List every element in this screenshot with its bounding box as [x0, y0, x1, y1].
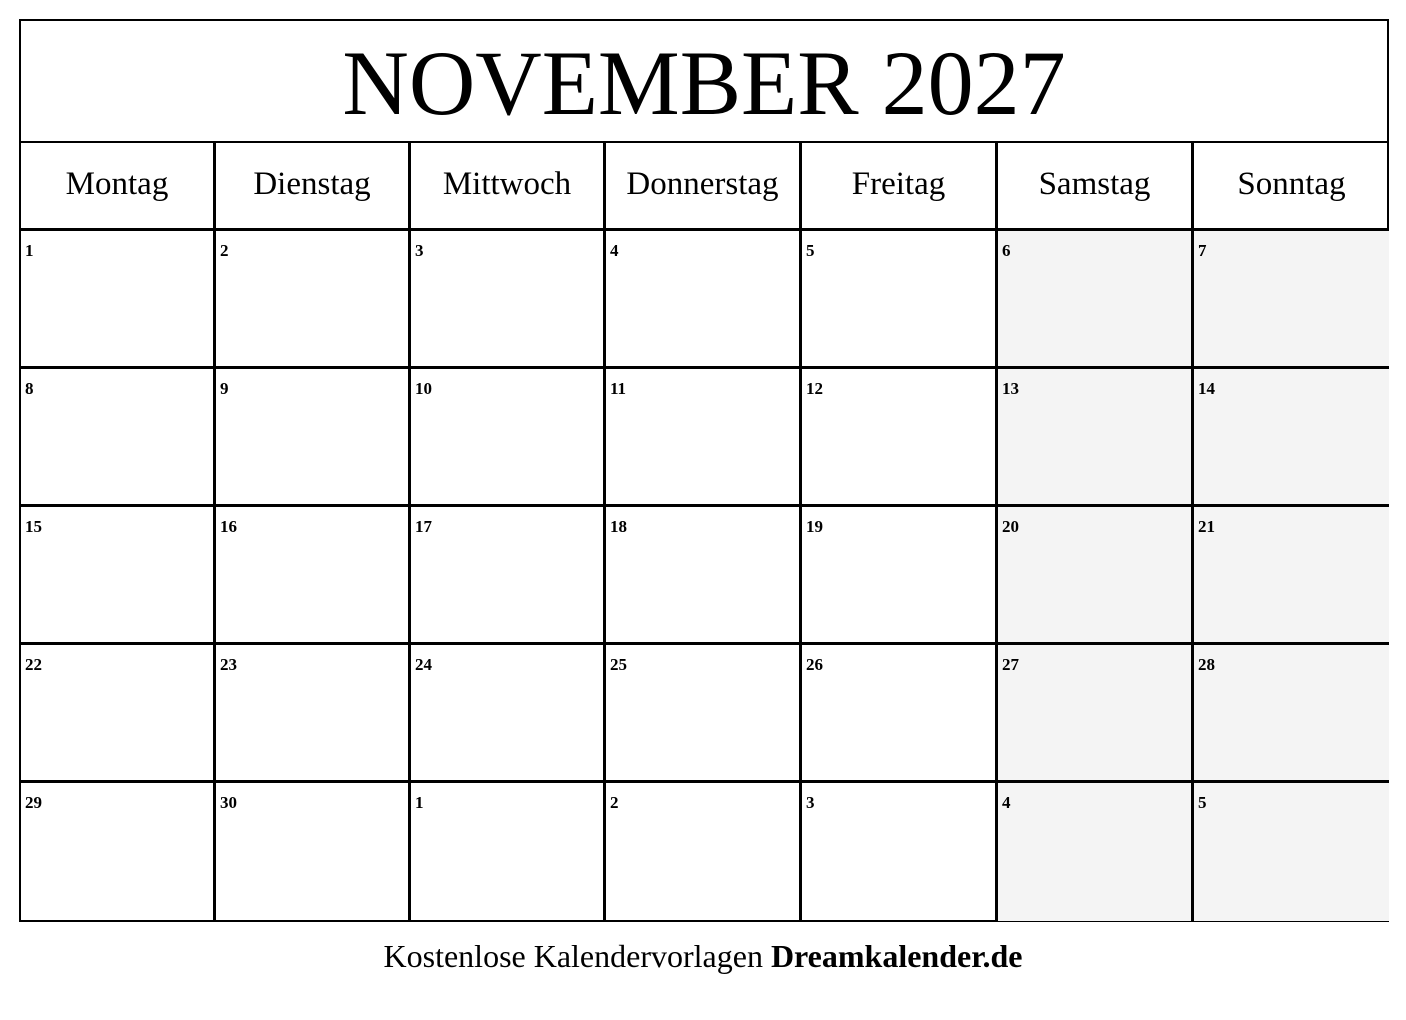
day-cell-weekend: 28: [1194, 645, 1389, 783]
day-cell: 30: [216, 783, 411, 921]
day-cell: 15: [21, 507, 216, 645]
weekday-header-monday: Montag: [21, 143, 216, 231]
day-cell: 3: [411, 231, 606, 369]
day-cell-next-month: 3: [802, 783, 998, 921]
day-cell: 24: [411, 645, 606, 783]
weekday-header-friday: Freitag: [802, 143, 998, 231]
day-cell: 19: [802, 507, 998, 645]
footer-credit: [0, 938, 1406, 975]
day-cell-weekend: 7: [1194, 231, 1389, 369]
footer-brand-link[interactable]: Dreamkalender.de: [770, 938, 1023, 974]
day-cell: 11: [606, 369, 802, 507]
day-cell: 5: [802, 231, 998, 369]
day-cell-weekend: 14: [1194, 369, 1389, 507]
day-cell-weekend: 21: [1194, 507, 1389, 645]
day-cell: 25: [606, 645, 802, 783]
day-cell-weekend: 20: [998, 507, 1194, 645]
day-cell: 8: [21, 369, 216, 507]
day-cell: 2: [216, 231, 411, 369]
day-cell-next-month: 2: [606, 783, 802, 921]
day-cell: 23: [216, 645, 411, 783]
day-cell-weekend-next-month: 5: [1194, 783, 1389, 921]
day-cell: 22: [21, 645, 216, 783]
weekday-header-wednesday: Mittwoch: [411, 143, 606, 231]
day-cell: 29: [21, 783, 216, 921]
day-cell-weekend-next-month: 4: [998, 783, 1194, 921]
weekday-header-saturday: Samstag: [998, 143, 1194, 231]
day-cell-weekend: 13: [998, 369, 1194, 507]
day-cell-next-month: 1: [411, 783, 606, 921]
month-title: NOVEMBER 2027: [21, 21, 1387, 143]
weekday-header-tuesday: Dienstag: [216, 143, 411, 231]
day-cell: 1: [21, 231, 216, 369]
weekday-header-sunday: Sonntag: [1194, 143, 1389, 231]
day-cell: 4: [606, 231, 802, 369]
day-cell-weekend: 27: [998, 645, 1194, 783]
day-cell: 9: [216, 369, 411, 507]
day-cell: 16: [216, 507, 411, 645]
day-cell: 10: [411, 369, 606, 507]
day-cell: 12: [802, 369, 998, 507]
day-cell: 18: [606, 507, 802, 645]
day-cell-weekend: 6: [998, 231, 1194, 369]
day-cell: 26: [802, 645, 998, 783]
calendar: [19, 19, 1389, 922]
day-cell: 17: [411, 507, 606, 645]
weekday-header-thursday: Donnerstag: [606, 143, 802, 231]
footer-text: Kostenlose Kalendervorlagen: [383, 938, 771, 974]
calendar-grid: [21, 143, 1387, 921]
